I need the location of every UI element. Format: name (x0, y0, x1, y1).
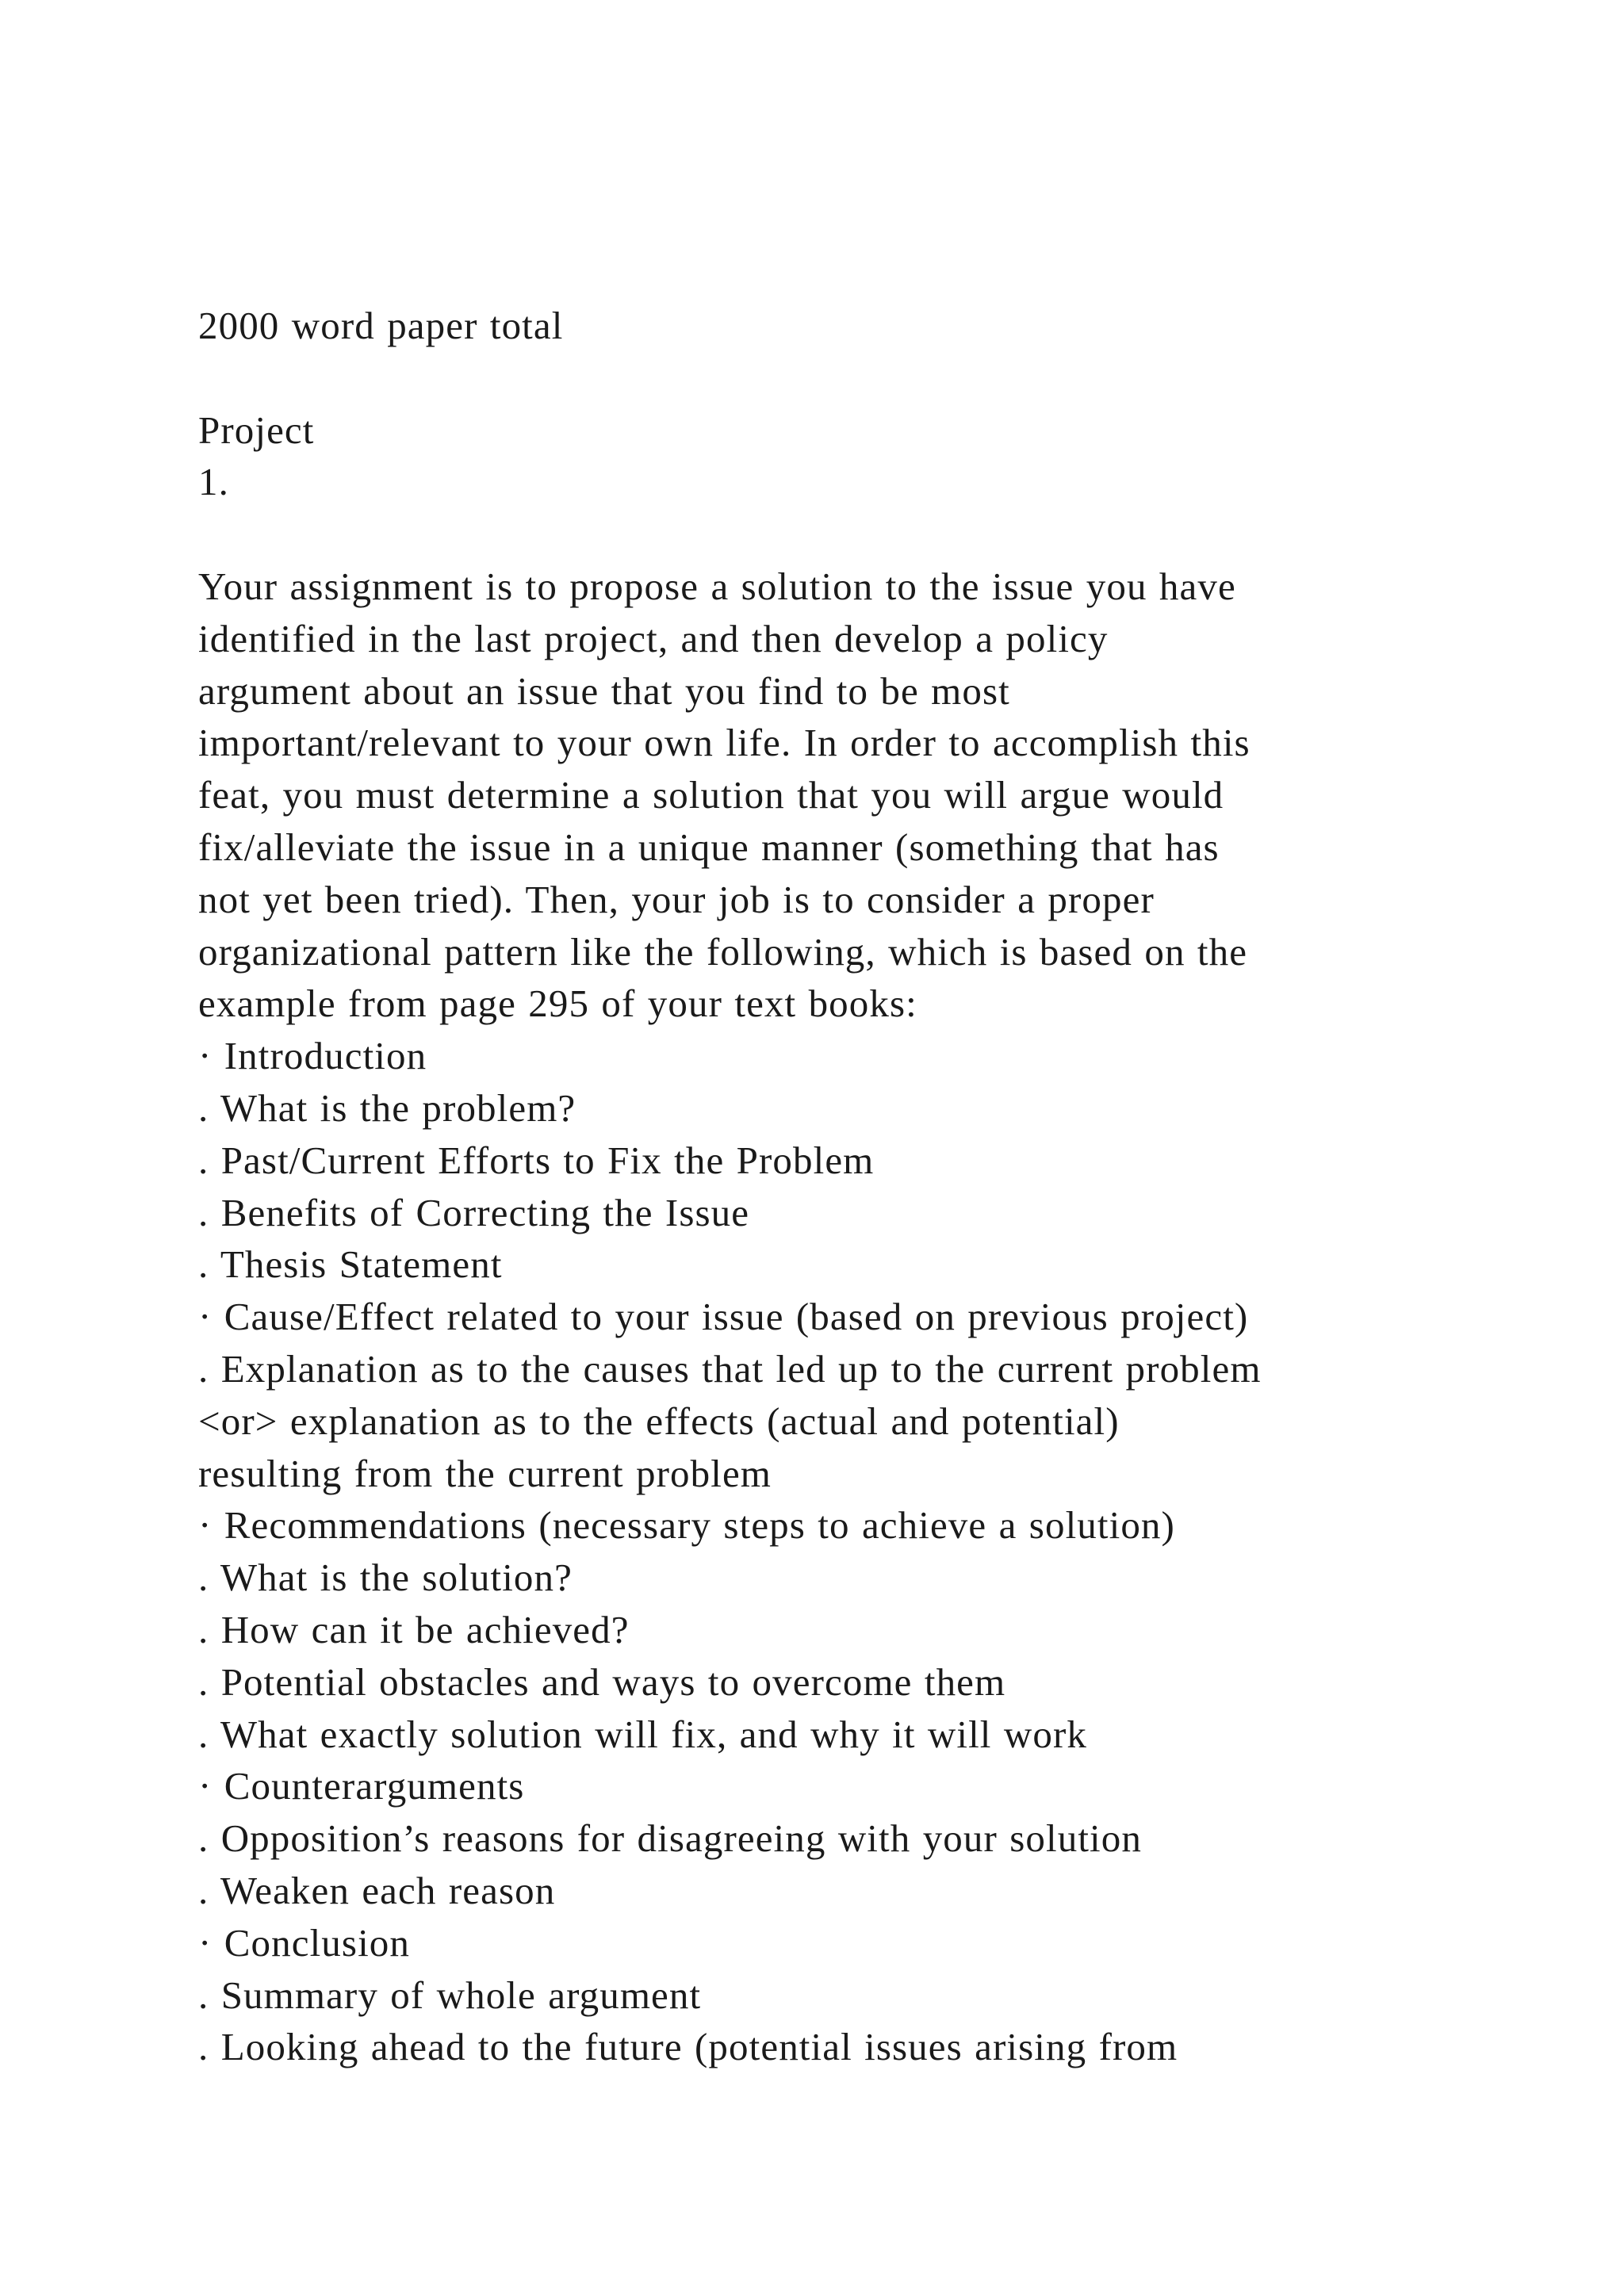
outline-subitem: . Thesis Statement (198, 1242, 503, 1287)
spacer (198, 508, 1546, 561)
outline-subitem: . Explanation as to the causes that led up to the current problem (198, 1346, 1262, 1391)
outline-subitem: . Benefits of Correcting the Issue (198, 1190, 750, 1234)
body-line: example from page 295 of your text books: (198, 982, 917, 1026)
body-line: identified in the last project, and then develop a policy (198, 616, 1109, 660)
outline-subitem: . Opposition’s reasons for disagreeing with your solution (198, 1816, 1142, 1861)
outline-item: · Counterarguments (198, 1764, 525, 1808)
body-line: important/relevant to your own life. In order to accomplish this (198, 721, 1251, 765)
outline-subitem: . Weaken each reason (198, 1868, 556, 1912)
outline-subitem: . What exactly solution will fix, and why it will work (198, 1712, 1087, 1756)
outline-item: · Recommendations (necessary steps to achieve a solution) (198, 1503, 1175, 1548)
outline-subitem: . Looking ahead to the future (potential issues arising from (198, 2025, 1178, 2069)
body-line: fix/alleviate the issue in a unique manner (something that has (198, 825, 1220, 869)
outline-item: · Introduction (198, 1034, 427, 1078)
outline-subitem: . Past/Current Efforts to Fix the Problem (198, 1138, 875, 1182)
body-line: not yet been tried). Then, your job is to consider a proper (198, 877, 1155, 921)
outline-subitem: . Summary of whole argument (198, 1973, 702, 2017)
outline-item: · Conclusion (198, 1920, 410, 1965)
document-page (198, 300, 1546, 2073)
outline-subitem: resulting from the current problem (198, 1451, 772, 1495)
section-number: 1. (198, 460, 229, 504)
spacer (198, 352, 1546, 404)
body-line: argument about an issue that you find to be most (198, 668, 1010, 713)
outline-item: · Cause/Effect related to your issue (based on previous project) (198, 1295, 1249, 1339)
outline-subitem: . Potential obstacles and ways to overcome them (198, 1659, 1006, 1704)
outline-subitem: <or> explanation as to the effects (actual and potential) (198, 1399, 1120, 1443)
body-line: Your assignment is to propose a solution to the issue you have (198, 564, 1236, 608)
body-line: feat, you must determine a solution that you will argue would (198, 773, 1224, 817)
section-title: Project (198, 408, 315, 452)
outline-subitem: . How can it be achieved? (198, 1607, 630, 1651)
body-line: organizational pattern like the following, which is based on the (198, 929, 1248, 974)
outline-subitem: . What is the solution? (198, 1556, 573, 1600)
outline-subitem: . What is the problem? (198, 1085, 576, 1130)
document-header: 2000 word paper total (198, 304, 564, 347)
